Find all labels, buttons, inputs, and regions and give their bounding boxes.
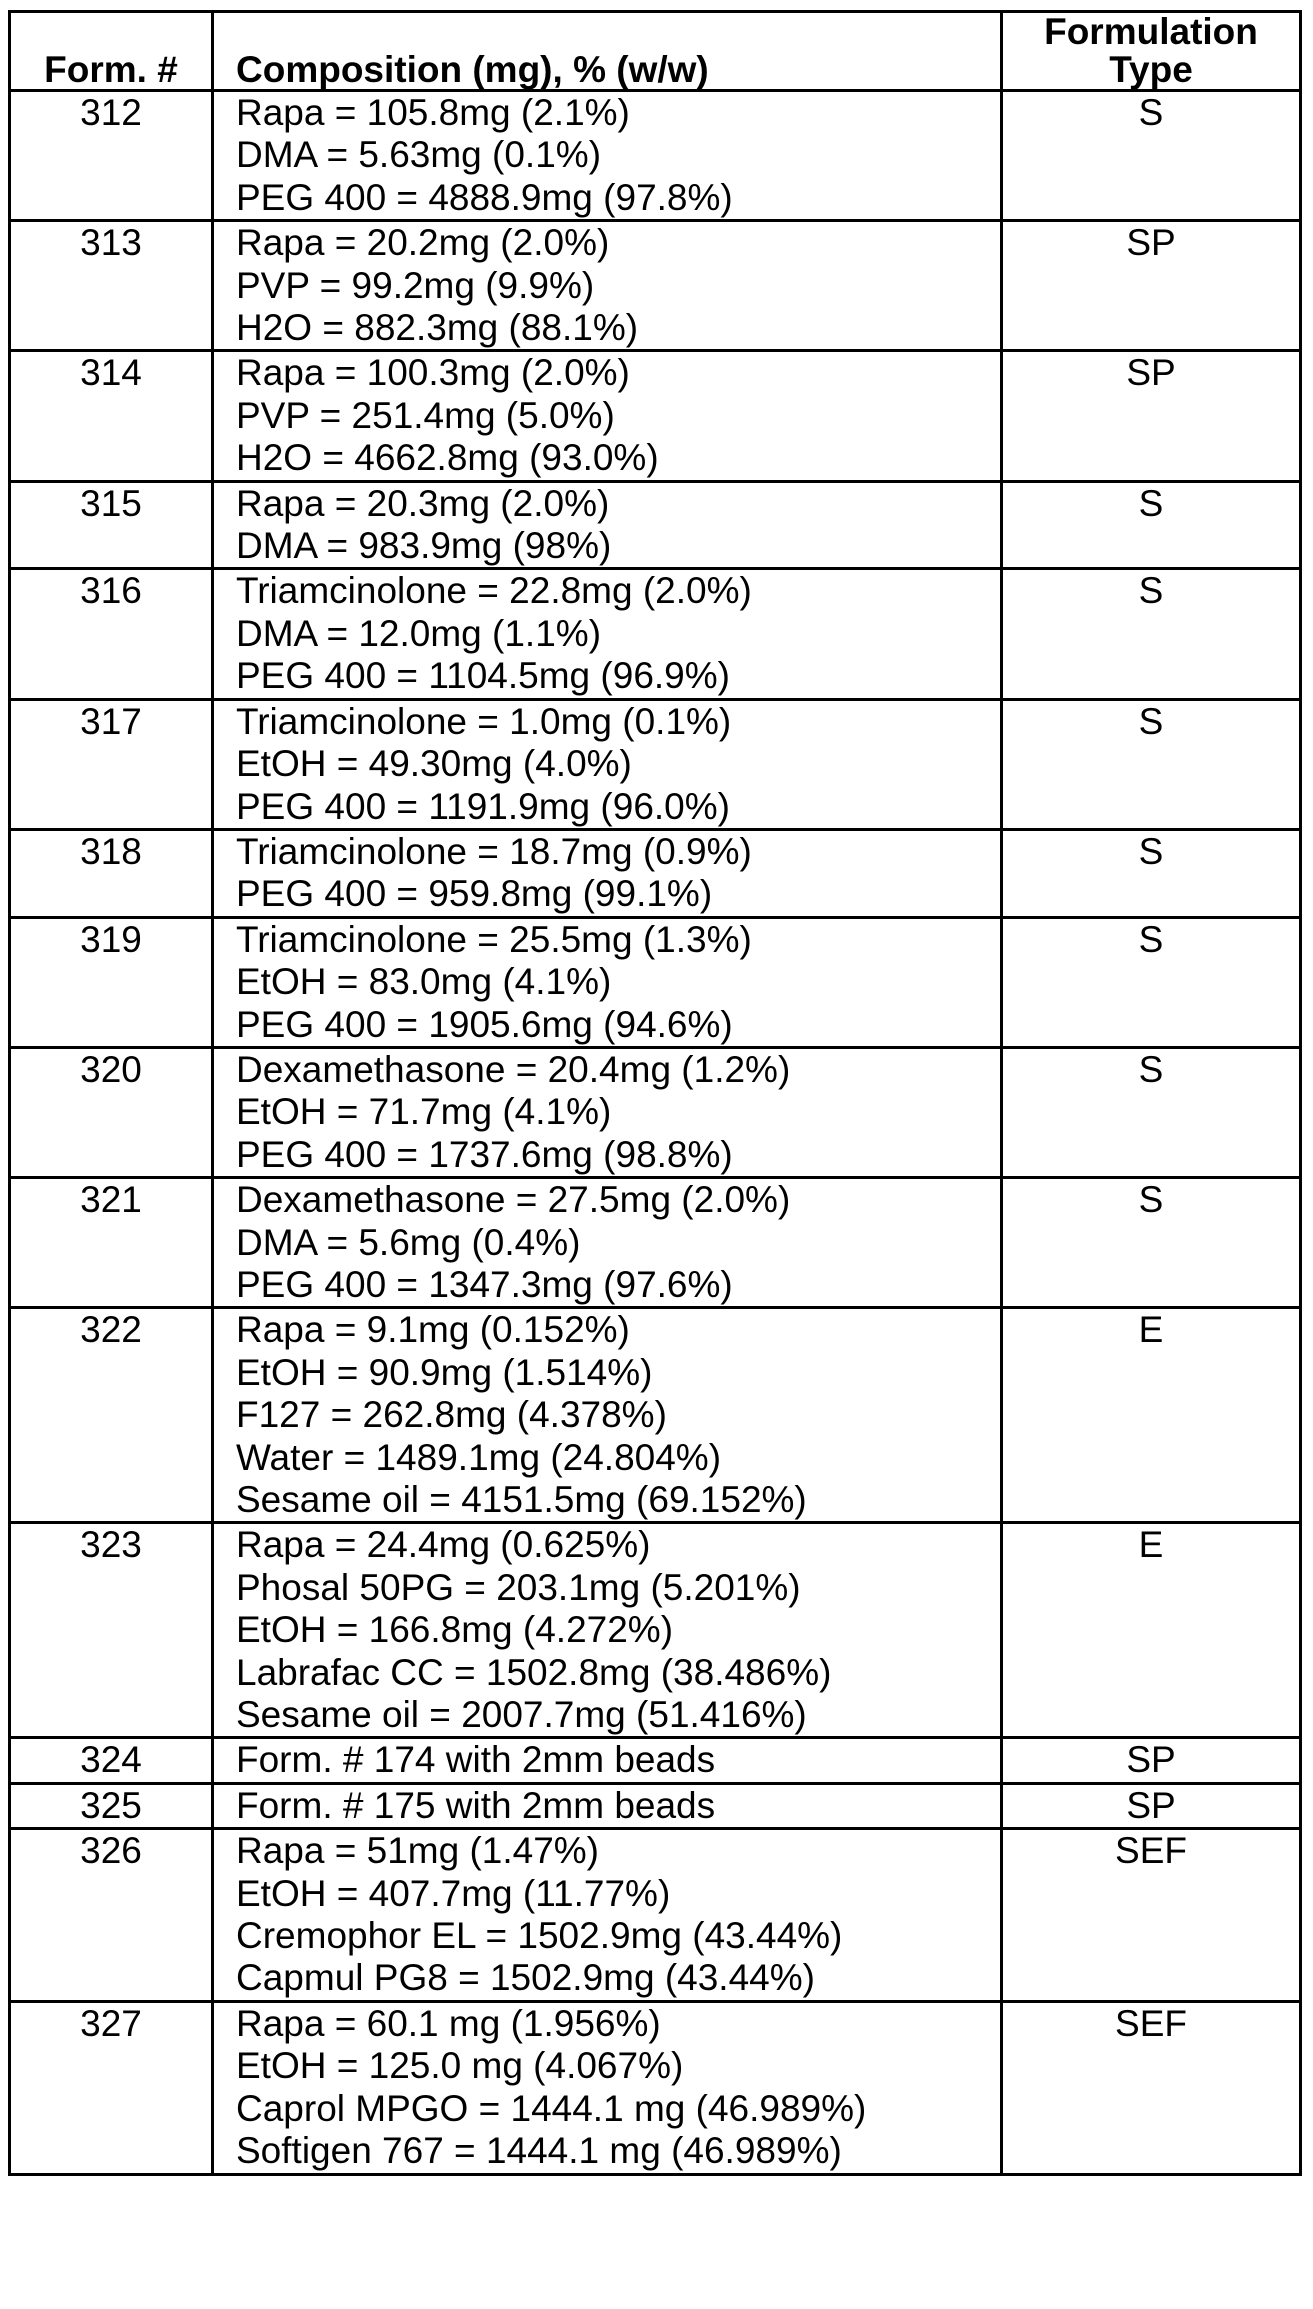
composition-line: Dexamethasone = 20.4mg (1.2%) xyxy=(236,1049,1000,1091)
formulation-type-cell: SEF xyxy=(1002,1829,1301,2002)
composition-cell xyxy=(213,569,1002,699)
composition-cell xyxy=(213,1047,1002,1177)
form-number-cell: 315 xyxy=(10,481,213,569)
composition-line: Triamcinolone = 25.5mg (1.3%) xyxy=(236,919,1000,961)
header-formulation-type xyxy=(1002,12,1301,91)
composition-line: Form. # 174 with 2mm beads xyxy=(236,1739,1000,1781)
composition-cell xyxy=(213,1829,1002,2002)
composition-line: EtOH = 407.7mg (11.77%) xyxy=(236,1873,1000,1915)
formulation-type-cell: SP xyxy=(1002,1738,1301,1783)
form-number-cell: 326 xyxy=(10,1829,213,2002)
composition-cell xyxy=(213,1523,1002,1738)
composition-line: DMA = 5.63mg (0.1%) xyxy=(236,134,1000,176)
form-number-cell: 314 xyxy=(10,351,213,481)
composition-line: Sesame oil = 4151.5mg (69.152%) xyxy=(236,1479,1000,1521)
formulation-type-cell: S xyxy=(1002,917,1301,1047)
composition-line: Triamcinolone = 22.8mg (2.0%) xyxy=(236,570,1000,612)
composition-line: DMA = 12.0mg (1.1%) xyxy=(236,613,1000,655)
composition-line: EtOH = 166.8mg (4.272%) xyxy=(236,1609,1000,1651)
formulation-type-cell: S xyxy=(1002,699,1301,829)
form-number-cell: 318 xyxy=(10,829,213,917)
table-row xyxy=(10,1308,1301,1523)
table-row xyxy=(10,91,1301,221)
composition-line: Rapa = 100.3mg (2.0%) xyxy=(236,352,1000,394)
composition-line: Triamcinolone = 1.0mg (0.1%) xyxy=(236,701,1000,743)
composition-line: PEG 400 = 1347.3mg (97.6%) xyxy=(236,1264,1000,1306)
table-row xyxy=(10,1047,1301,1177)
table-row xyxy=(10,1783,1301,1828)
formulation-type-cell: S xyxy=(1002,91,1301,221)
formulation-type-cell: S xyxy=(1002,1047,1301,1177)
composition-line: PVP = 99.2mg (9.9%) xyxy=(236,265,1000,307)
composition-cell xyxy=(213,699,1002,829)
formulation-type-cell: SP xyxy=(1002,351,1301,481)
composition-cell xyxy=(213,351,1002,481)
header-row xyxy=(10,12,1301,91)
table-row xyxy=(10,699,1301,829)
composition-line: Triamcinolone = 18.7mg (0.9%) xyxy=(236,831,1000,873)
form-number-cell: 316 xyxy=(10,569,213,699)
composition-line: Water = 1489.1mg (24.804%) xyxy=(236,1437,1000,1479)
table-row xyxy=(10,2001,1301,2174)
form-number-cell: 324 xyxy=(10,1738,213,1783)
table-row xyxy=(10,1523,1301,1738)
form-number-cell: 327 xyxy=(10,2001,213,2174)
composition-cell xyxy=(213,481,1002,569)
composition-line: Capmul PG8 = 1502.9mg (43.44%) xyxy=(236,1957,1000,1999)
composition-line: Softigen 767 = 1444.1 mg (46.989%) xyxy=(236,2130,1000,2172)
composition-cell xyxy=(213,917,1002,1047)
composition-line: Caprol MPGO = 1444.1 mg (46.989%) xyxy=(236,2088,1000,2130)
composition-cell xyxy=(213,91,1002,221)
form-number-cell: 312 xyxy=(10,91,213,221)
composition-line: Rapa = 51mg (1.47%) xyxy=(236,1830,1000,1872)
formulation-type-cell: E xyxy=(1002,1523,1301,1738)
formulation-type-cell: SP xyxy=(1002,1783,1301,1828)
composition-line: Cremophor EL = 1502.9mg (43.44%) xyxy=(236,1915,1000,1957)
header-composition: Composition (mg), % (w/w) xyxy=(213,12,1002,91)
composition-line: H2O = 882.3mg (88.1%) xyxy=(236,307,1000,349)
composition-line: DMA = 5.6mg (0.4%) xyxy=(236,1222,1000,1264)
composition-line: PEG 400 = 1191.9mg (96.0%) xyxy=(236,786,1000,828)
formulation-type-cell: S xyxy=(1002,829,1301,917)
table-row xyxy=(10,221,1301,351)
table-row xyxy=(10,351,1301,481)
table-row xyxy=(10,1738,1301,1783)
composition-line: H2O = 4662.8mg (93.0%) xyxy=(236,437,1000,479)
formulation-table xyxy=(8,10,1302,2176)
composition-line: EtOH = 71.7mg (4.1%) xyxy=(236,1091,1000,1133)
formulation-type-cell: E xyxy=(1002,1308,1301,1523)
composition-cell xyxy=(213,829,1002,917)
form-number-cell: 317 xyxy=(10,699,213,829)
form-number-cell: 322 xyxy=(10,1308,213,1523)
form-number-cell: 321 xyxy=(10,1178,213,1308)
composition-line: PEG 400 = 1104.5mg (96.9%) xyxy=(236,655,1000,697)
composition-cell xyxy=(213,1738,1002,1783)
composition-line: Rapa = 20.3mg (2.0%) xyxy=(236,483,1000,525)
composition-line: PVP = 251.4mg (5.0%) xyxy=(236,395,1000,437)
formulation-type-cell: SP xyxy=(1002,221,1301,351)
table-row xyxy=(10,917,1301,1047)
composition-line: Rapa = 20.2mg (2.0%) xyxy=(236,222,1000,264)
form-number-cell: 320 xyxy=(10,1047,213,1177)
composition-line: Phosal 50PG = 203.1mg (5.201%) xyxy=(236,1567,1000,1609)
composition-cell xyxy=(213,1308,1002,1523)
composition-cell xyxy=(213,1178,1002,1308)
table-row xyxy=(10,1829,1301,2002)
composition-line: PEG 400 = 1737.6mg (98.8%) xyxy=(236,1134,1000,1176)
table-body xyxy=(10,91,1301,2175)
composition-cell xyxy=(213,221,1002,351)
composition-line: EtOH = 125.0 mg (4.067%) xyxy=(236,2045,1000,2087)
header-form-number: Form. # xyxy=(10,12,213,91)
composition-line: Sesame oil = 2007.7mg (51.416%) xyxy=(236,1694,1000,1736)
composition-line: Labrafac CC = 1502.8mg (38.486%) xyxy=(236,1652,1000,1694)
composition-line: PEG 400 = 1905.6mg (94.6%) xyxy=(236,1004,1000,1046)
composition-line: PEG 400 = 4888.9mg (97.8%) xyxy=(236,177,1000,219)
composition-line: PEG 400 = 959.8mg (99.1%) xyxy=(236,873,1000,915)
composition-cell xyxy=(213,2001,1002,2174)
composition-line: F127 = 262.8mg (4.378%) xyxy=(236,1394,1000,1436)
composition-cell xyxy=(213,1783,1002,1828)
formulation-type-cell: S xyxy=(1002,569,1301,699)
formulation-type-cell: S xyxy=(1002,1178,1301,1308)
form-number-cell: 325 xyxy=(10,1783,213,1828)
composition-line: DMA = 983.9mg (98%) xyxy=(236,525,1000,567)
composition-line: Rapa = 9.1mg (0.152%) xyxy=(236,1309,1000,1351)
composition-line: EtOH = 49.30mg (4.0%) xyxy=(236,743,1000,785)
composition-line: EtOH = 83.0mg (4.1%) xyxy=(236,961,1000,1003)
table-row xyxy=(10,481,1301,569)
composition-line: Form. # 175 with 2mm beads xyxy=(236,1785,1000,1827)
table-row xyxy=(10,829,1301,917)
form-number-cell: 319 xyxy=(10,917,213,1047)
form-number-cell: 323 xyxy=(10,1523,213,1738)
composition-line: Rapa = 60.1 mg (1.956%) xyxy=(236,2003,1000,2045)
table-row xyxy=(10,1178,1301,1308)
formulation-type-cell: S xyxy=(1002,481,1301,569)
table-row xyxy=(10,569,1301,699)
composition-line: Dexamethasone = 27.5mg (2.0%) xyxy=(236,1179,1000,1221)
formulation-type-cell: SEF xyxy=(1002,2001,1301,2174)
composition-line: EtOH = 90.9mg (1.514%) xyxy=(236,1352,1000,1394)
composition-line: Rapa = 105.8mg (2.1%) xyxy=(236,92,1000,134)
form-number-cell: 313 xyxy=(10,221,213,351)
header-type-line1: Formulation xyxy=(1003,13,1299,51)
composition-line: Rapa = 24.4mg (0.625%) xyxy=(236,1524,1000,1566)
header-type-line2: Type xyxy=(1003,51,1299,89)
